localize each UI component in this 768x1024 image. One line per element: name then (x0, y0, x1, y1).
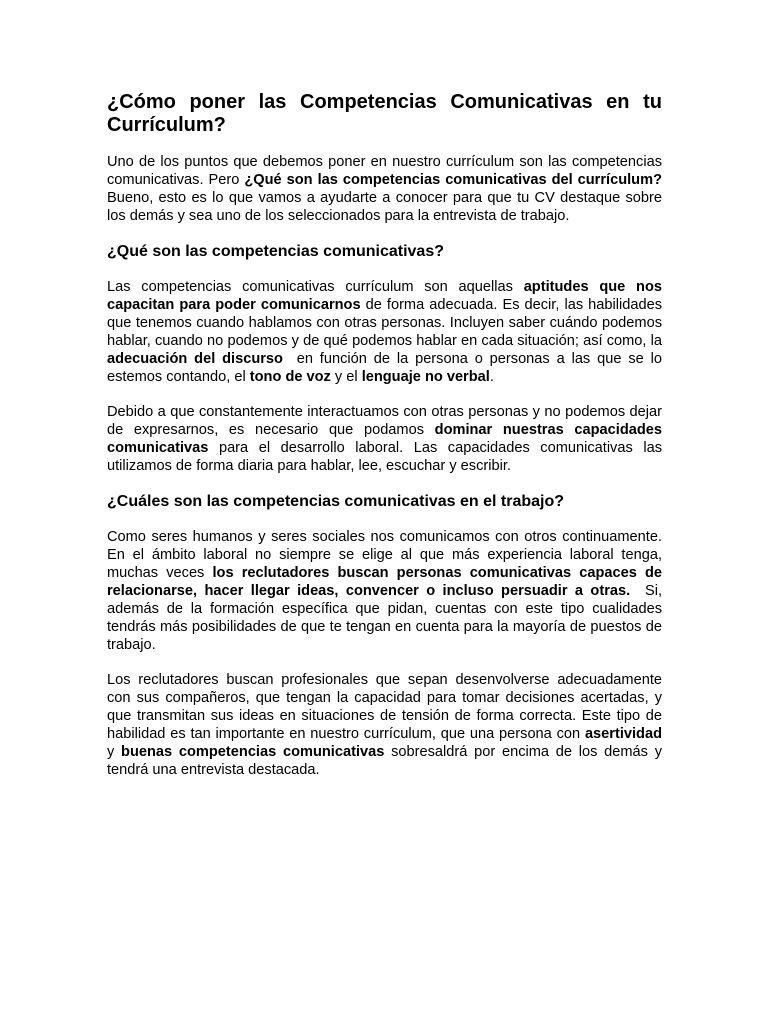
bold-run: tono de voz (249, 369, 331, 385)
text-run: en función de la persona o personas a las que se lo estemos contando, el (107, 351, 667, 385)
section1-paragraph-1 (107, 278, 667, 386)
text-run: Las competencias comunicativas currículum son aquellas (107, 279, 524, 295)
section1-paragraph-2 (107, 403, 662, 475)
bold-run: buenas competencias comunicativas (121, 744, 385, 760)
bold-run: los reclutadores buscan personas comunicativas capaces de relacionarse, hacer llegar ideas, convencer o incluso persuadir a otras. (107, 565, 662, 599)
text-run: y el (330, 369, 362, 385)
intro-text-2: Bueno, esto es lo que vamos a ayudarte a conocer para que tu CV destaque sobre los demás y sea uno de los seleccionados para la entrevista de trabajo. (107, 190, 662, 224)
section-heading-cuales-son: ¿Cuáles son las competencias comunicativas en el trabajo? (107, 493, 565, 510)
intro-paragraph (107, 153, 662, 225)
bold-run: adecuación del discurso (107, 351, 283, 367)
section2-paragraph-1 (107, 528, 667, 654)
section-heading-que-son: ¿Qué son las competencias comunicativas? (107, 243, 444, 260)
text-run: Si, además de la formación específica que pidan, cuentas con este tipo cualidades tendrás más posibilidades de que te tengan en cuenta para la mayoría de puestos de trabajo. (107, 583, 667, 653)
intro-text-1: Uno de los puntos que debemos poner en nuestro currículum son las competencias comunicativas. Pero (107, 154, 662, 188)
text-run: y (107, 744, 122, 760)
intro-bold-question: ¿Qué son las competencias comunicativas del currículum? (244, 172, 662, 188)
bold-run: lenguaje no verbal (361, 369, 490, 385)
text-run: Debido a que constantemente interactuamos con otras personas y no podemos dejar de expresarnos, es necesario que podamos (107, 404, 662, 438)
document-title: ¿Cómo poner las Competencias Comunicativas en tu Currículum? (107, 91, 662, 136)
bold-run: asertividad (584, 726, 662, 742)
bold-run: dominar nuestras capacidades comunicativas (107, 422, 662, 456)
text-run: . (489, 369, 494, 385)
section2-paragraph-2 (107, 671, 662, 779)
text-run: Como seres humanos y seres sociales nos comunicamos con otros continuamente. En el ámbito laboral no siempre se elige al que más experiencia laboral tenga, muchas veces (107, 529, 662, 581)
text-run: sobresaldrá por encima de los demás y tendrá una entrevista destacada. (107, 744, 662, 778)
text-run: Los reclutadores buscan profesionales que sepan desenvolverse adecuadamente con sus compañeros, que tengan la capacidad para tomar decisiones acertadas, y que transmitan sus ideas en situaciones de tensión de forma correcta. Este tipo de habilidad es tan importante en nuestro currículum, que una persona con (107, 672, 662, 742)
text-run: para el desarrollo laboral. Las capacidades comunicativas las utilizamos de forma diaria para hablar, lee, escuchar y escribir. (107, 440, 662, 474)
text-run: de forma adecuada. Es decir, las habilidades que tenemos cuando hablamos con otras personas. Incluyen saber cuándo podemos hablar, cuando no podemos y de qué podemos hablar en cada situación; así como, la (107, 297, 662, 349)
bold-run: aptitudes que nos capacitan para poder comunicarnos (107, 279, 662, 313)
